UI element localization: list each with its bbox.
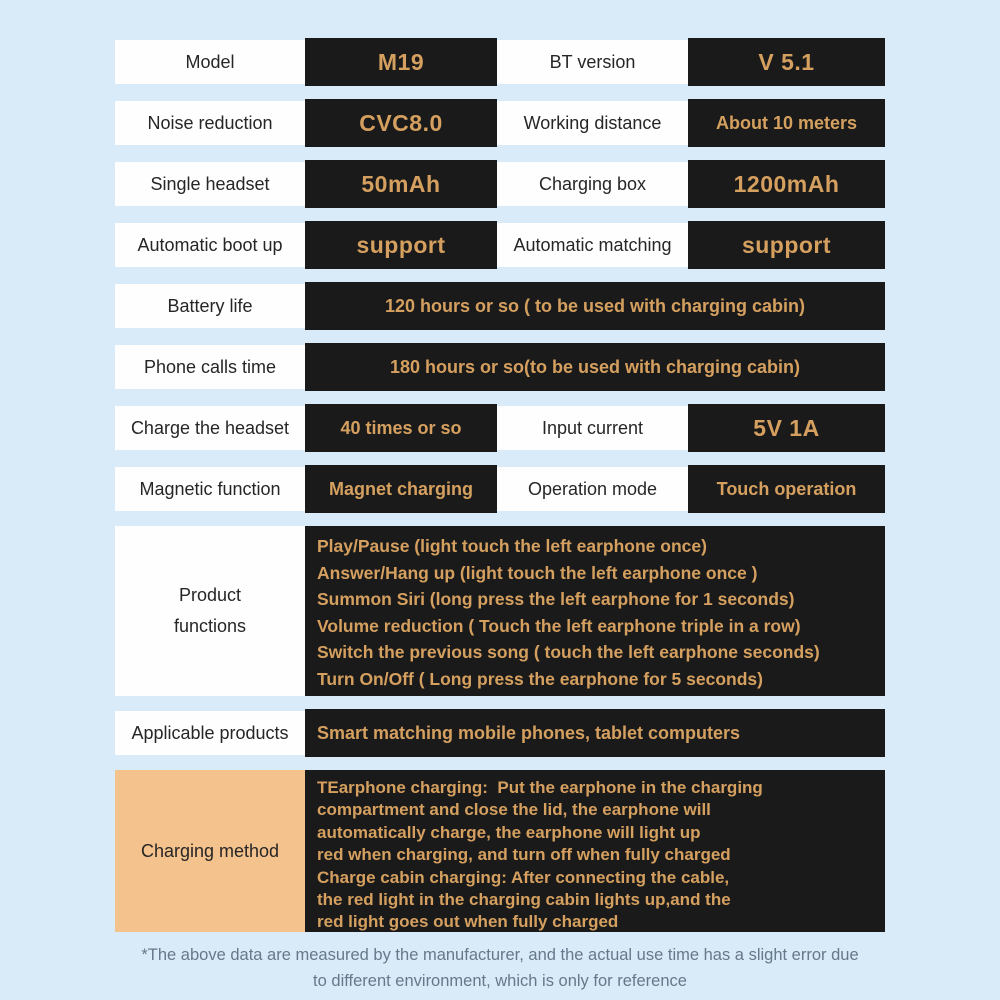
value-charging-box: 1200mAh — [688, 160, 885, 208]
charging-method-line: the red light in the charging cabin lights up,and the — [317, 890, 731, 910]
spec-table — [115, 38, 885, 945]
charging-method-line: automatically charge, the earphone will light up — [317, 822, 701, 842]
product-function-item: Turn On/Off ( Long press the earphone for 5 seconds) — [317, 668, 763, 689]
spec-row-applicable — [115, 709, 885, 757]
charging-method-line: red light goes out when fully charged — [317, 912, 619, 932]
value-battery-life: 120 hours or so ( to be used with charging cabin) — [305, 282, 885, 330]
spec-row-product-functions — [115, 526, 885, 696]
value-automatic-boot-up: support — [305, 221, 497, 269]
label-automatic-boot-up: Automatic boot up — [115, 223, 305, 267]
value-bt-version: V 5.1 — [688, 38, 885, 86]
label-product-functions-line1: Product — [178, 585, 242, 605]
label-battery-life: Battery life — [115, 284, 305, 328]
value-single-headset: 50mAh — [305, 160, 497, 208]
spec-row-model — [115, 38, 885, 86]
spec-row-charging-method — [115, 770, 885, 932]
value-model: M19 — [305, 38, 497, 86]
product-function-item: Switch the previous song ( touch the left earphone seconds) — [317, 642, 820, 662]
label-operation-mode: Operation mode — [497, 467, 688, 511]
label-model: Model — [115, 40, 305, 84]
label-product-functions — [115, 526, 305, 696]
spec-row-automatic — [115, 221, 885, 269]
label-single-headset: Single headset — [115, 162, 305, 206]
label-charge-the-headset: Charge the headset — [115, 406, 305, 450]
value-product-functions — [305, 526, 885, 696]
value-working-distance: About 10 meters — [688, 99, 885, 147]
charging-method-line: Charge cabin charging: After connecting the cable, — [317, 867, 730, 887]
label-phone-calls-time: Phone calls time — [115, 345, 305, 389]
charging-method-line: TEarphone charging: Put the earphone in the charging — [317, 778, 763, 797]
label-applicable-products: Applicable products — [115, 711, 305, 755]
value-charge-the-headset: 40 times or so — [305, 404, 497, 452]
product-function-item: Summon Siri (long press the left earphone for 1 seconds) — [317, 589, 795, 609]
value-charging-method — [305, 770, 885, 932]
product-function-item: Play/Pause (light touch the left earphone once) — [317, 536, 707, 556]
value-phone-calls-time: 180 hours or so(to be used with charging cabin) — [305, 343, 885, 391]
label-automatic-matching: Automatic matching — [497, 223, 688, 267]
label-charging-box: Charging box — [497, 162, 688, 206]
value-applicable-products: Smart matching mobile phones, tablet computers — [305, 709, 885, 757]
charging-method-line: red when charging, and turn off when fully charged — [317, 845, 731, 865]
value-noise-reduction: CVC8.0 — [305, 99, 497, 147]
product-function-item: Volume reduction ( Touch the left earphone triple in a row) — [317, 615, 801, 636]
disclaimer-line2: to different environment, which is only for reference — [313, 972, 687, 990]
disclaimer — [0, 942, 1000, 994]
spec-row-charge-headset — [115, 404, 885, 452]
value-magnetic-function: Magnet charging — [305, 465, 497, 513]
label-noise-reduction: Noise reduction — [115, 101, 305, 145]
value-operation-mode: Touch operation — [688, 465, 885, 513]
label-charging-method: Charging method — [115, 770, 305, 932]
value-input-current: 5V 1A — [688, 404, 885, 452]
label-bt-version: BT version — [497, 40, 688, 84]
label-magnetic-function: Magnetic function — [115, 467, 305, 511]
label-product-functions-line2: functions — [173, 616, 247, 636]
spec-row-battery-capacity — [115, 160, 885, 208]
value-automatic-matching: support — [688, 221, 885, 269]
product-function-item: Answer/Hang up (light touch the left earphone once ) — [317, 562, 758, 583]
spec-row-magnetic — [115, 465, 885, 513]
spec-row-noise — [115, 99, 885, 147]
disclaimer-line1: *The above data are measured by the manufacturer, and the actual use time has a slight error due — [141, 946, 859, 964]
label-working-distance: Working distance — [497, 101, 688, 145]
spec-row-phone-calls — [115, 343, 885, 391]
spec-row-battery-life — [115, 282, 885, 330]
charging-method-line: compartment and close the lid, the earphone will — [317, 800, 711, 820]
label-input-current: Input current — [497, 406, 688, 450]
